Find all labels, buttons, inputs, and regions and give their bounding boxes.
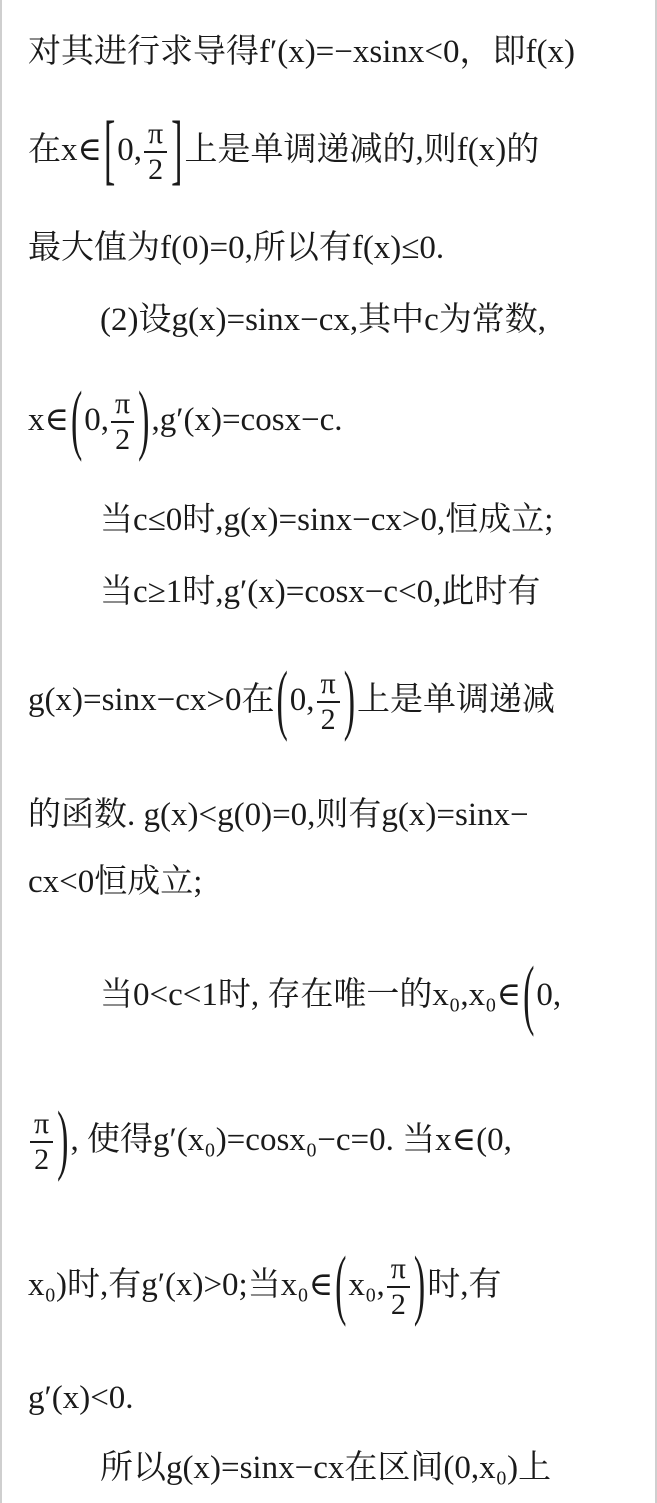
text-line-4: (2)设g(x)=sinx−cx,其中c为常数, xyxy=(100,302,546,338)
text-line-11 xyxy=(100,950,561,1040)
fraction-pi-over-2 xyxy=(30,1107,53,1177)
text-line-13 xyxy=(28,1240,501,1330)
line-5-prefix: x∈ xyxy=(28,402,69,438)
line-11-text: 当0<c<1时, 存在唯一的x₀,x₀∈ xyxy=(100,977,522,1013)
left-paren: ( xyxy=(335,1243,347,1329)
text-line-15: 所以g(x)=sinx−cx在区间(0,x₀)上 xyxy=(100,1450,552,1486)
fraction-pi-over-2 xyxy=(111,387,134,457)
fraction-denominator: 2 xyxy=(148,153,164,187)
text-line-6: 当c≤0时,g(x)=sinx−cx>0,恒成立; xyxy=(100,502,554,538)
fraction-pi-over-2 xyxy=(317,667,340,737)
left-bracket: [ xyxy=(103,108,116,194)
right-paren: ) xyxy=(138,378,150,464)
fraction-numerator: π xyxy=(30,1107,53,1143)
right-bracket: ] xyxy=(171,108,183,194)
fraction-denominator: 2 xyxy=(320,703,336,737)
interval-left: x₀, xyxy=(348,1267,385,1303)
text-line-7: 当c≥1时,g′(x)=cosx−c<0,此时有 xyxy=(100,574,541,610)
fraction-numerator: π xyxy=(317,667,340,703)
text-line-1: 对其进行求导得f′(x)=−xsinx<0，即f(x) xyxy=(28,34,575,70)
right-paren: ) xyxy=(413,1243,426,1329)
text-line-9: 的函数. g(x)<g(0)=0,则有g(x)=sinx− xyxy=(28,797,529,833)
left-paren: ( xyxy=(276,658,288,744)
left-paren: ( xyxy=(523,953,535,1039)
left-paren: ( xyxy=(70,378,83,464)
text-line-8 xyxy=(28,655,555,745)
text-line-2 xyxy=(28,105,539,195)
line-13-prefix: x₀)时,有g′(x)>0;当x₀∈ xyxy=(28,1267,334,1303)
line-8-suffix: 上是单调递减 xyxy=(357,682,556,718)
text-line-12 xyxy=(28,1095,512,1185)
interval-left: 0, xyxy=(84,402,110,438)
text-line-10: cx<0恒成立; xyxy=(28,864,203,900)
line-5-suffix: ,g′(x)=cosx−c. xyxy=(151,402,343,438)
interval-left: 0, xyxy=(117,132,143,168)
line-2-prefix: 在x∈ xyxy=(28,132,102,168)
interval-left: 0, xyxy=(289,682,315,718)
fraction-numerator: π xyxy=(111,387,134,423)
right-paren: ) xyxy=(343,658,356,744)
interval-left: 0, xyxy=(536,977,562,1013)
text-line-14: g′(x)<0. xyxy=(28,1380,134,1416)
fraction-pi-over-2 xyxy=(387,1252,410,1322)
line-13-suffix: 时,有 xyxy=(427,1267,502,1303)
line-12-suffix: , 使得g′(x₀)=cosx₀−c=0. 当x∈(0, xyxy=(70,1122,512,1158)
fraction-pi-over-2 xyxy=(144,117,167,187)
fraction-denominator: 2 xyxy=(390,1288,406,1322)
fraction-numerator: π xyxy=(144,117,167,153)
line-2-suffix: 上是单调递减的,则f(x)的 xyxy=(184,132,540,168)
left-border xyxy=(0,0,2,1503)
fraction-denominator: 2 xyxy=(115,423,131,457)
fraction-numerator: π xyxy=(387,1252,410,1288)
right-paren: ) xyxy=(57,1098,69,1184)
text-line-5 xyxy=(28,375,343,465)
text-line-3: 最大值为f(0)=0,所以有f(x)≤0. xyxy=(28,230,445,266)
line-8-prefix: g(x)=sinx−cx>0在 xyxy=(28,682,275,718)
fraction-denominator: 2 xyxy=(34,1143,50,1177)
